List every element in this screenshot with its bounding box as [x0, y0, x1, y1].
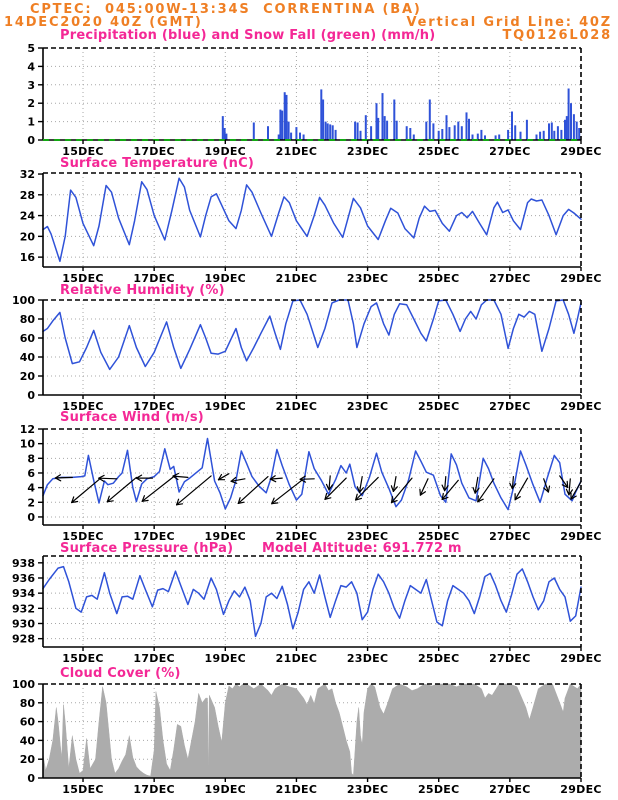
y-tick-label: 20	[19, 370, 35, 383]
precip-bar	[520, 132, 522, 140]
wind-arrow	[219, 474, 229, 480]
x-tick-label: 27DEC	[489, 400, 531, 413]
x-tick-label: 25DEC	[417, 272, 460, 285]
x-tick-label: 29DEC	[560, 530, 602, 543]
x-tick-label: 17DEC	[133, 145, 175, 158]
precip-bar	[429, 100, 431, 141]
x-tick-label: 21DEC	[275, 145, 318, 158]
x-tick-label: 17DEC	[133, 783, 175, 796]
x-tick-label: 17DEC	[133, 272, 175, 285]
header-run-time: 14DEC2020 40Z (GMT)	[4, 15, 203, 30]
precip-bar	[578, 128, 580, 140]
x-tick-label: 21DEC	[275, 652, 318, 665]
x-tick-label: 23DEC	[346, 272, 389, 285]
y-tick-label: 100	[12, 678, 35, 691]
temperature-line	[43, 178, 581, 261]
x-tick-label: 19DEC	[204, 145, 247, 158]
precip-bar	[329, 124, 331, 140]
precip-bar	[357, 123, 359, 141]
x-tick-label: 21DEC	[275, 272, 318, 285]
precip-bar	[570, 103, 572, 140]
precip-bar	[568, 89, 570, 141]
wind-arrow	[107, 477, 136, 501]
precip-bar	[454, 125, 456, 140]
x-tick-label: 29DEC	[560, 272, 602, 285]
x-tick-label: 19DEC	[204, 783, 247, 796]
wind-arrow	[391, 477, 397, 492]
precip-bar	[386, 121, 388, 140]
y-tick-label: 936	[12, 571, 35, 585]
y-tick-label: 20	[19, 753, 35, 767]
x-tick-label: 17DEC	[133, 400, 175, 413]
x-tick-label: 15DEC	[62, 530, 104, 543]
precip-bar	[441, 129, 443, 140]
panel-wind	[20, 423, 602, 543]
x-tick-label: 15DEC	[62, 272, 104, 285]
x-tick-label: 25DEC	[417, 145, 460, 158]
x-tick-label: 19DEC	[204, 530, 247, 543]
precip-bar	[290, 133, 292, 140]
precip-bar	[384, 116, 386, 140]
y-tick-label: 4	[27, 481, 35, 495]
y-tick-label: 32	[19, 168, 35, 182]
wind-arrow	[142, 477, 174, 502]
x-tick-label: 29DEC	[560, 145, 602, 158]
wind-arrow	[560, 476, 568, 488]
x-tick-label: 29DEC	[560, 652, 602, 665]
x-tick-label: 25DEC	[417, 652, 460, 665]
x-tick-label: 29DEC	[560, 783, 602, 796]
panel-title-cloud-cover: Cloud Cover (%)	[60, 666, 181, 681]
wind-arrow	[300, 476, 314, 482]
precip-bar	[284, 92, 286, 140]
x-tick-label: 27DEC	[489, 530, 531, 543]
precip-bar	[409, 128, 411, 140]
x-tick-label: 21DEC	[275, 530, 318, 543]
precip-bar	[225, 134, 227, 140]
precip-bar	[507, 130, 509, 140]
y-tick-label: 20	[19, 230, 35, 244]
wind-arrow	[515, 478, 528, 500]
precip-bar	[299, 133, 301, 140]
precip-bar	[332, 125, 334, 140]
y-tick-label: 932	[12, 602, 35, 616]
precip-bar	[548, 123, 550, 140]
precip-bar	[511, 112, 513, 141]
x-tick-label: 25DEC	[417, 400, 460, 413]
x-tick-label: 19DEC	[204, 272, 247, 285]
x-tick-label: 23DEC	[346, 400, 389, 413]
header-station-line: CPTEC: 045:00W-13:34S CORRENTINA (BA)	[30, 2, 422, 17]
precip-bar	[468, 119, 470, 140]
precip-bar	[553, 131, 555, 140]
y-tick-label: 930	[12, 617, 35, 631]
precip-bar	[457, 122, 459, 140]
y-tick-label: 934	[12, 587, 35, 601]
x-tick-label: 23DEC	[346, 145, 389, 158]
y-tick-label: 16	[19, 251, 35, 265]
precip-bar	[560, 130, 562, 140]
precip-bar	[576, 122, 578, 140]
precip-bar	[222, 116, 224, 140]
precip-bar	[406, 126, 408, 140]
precip-bar	[543, 131, 545, 140]
precip-bar	[288, 122, 290, 140]
panel-precipitation	[27, 42, 601, 158]
precip-bar	[295, 127, 297, 140]
precip-bar	[360, 131, 362, 140]
panel-cloud	[12, 678, 602, 796]
precip-bar	[281, 111, 283, 140]
x-tick-label: 23DEC	[346, 530, 389, 543]
x-tick-label: 21DEC	[275, 783, 318, 796]
panel-title-temperature: Surface Temperature (nC)	[60, 156, 255, 171]
precip-bar	[267, 126, 269, 140]
x-tick-label: 27DEC	[489, 145, 531, 158]
wind-arrow	[177, 476, 212, 505]
precip-bar	[526, 120, 528, 140]
y-tick-label: 100	[12, 294, 35, 307]
precip-bar	[448, 127, 450, 140]
precip-bar	[564, 120, 566, 140]
y-tick-label: 28	[19, 188, 35, 202]
precip-bar	[573, 114, 575, 140]
panel-title-pressure: Surface Pressure (hPa)	[60, 541, 234, 556]
y-tick-label: 1	[27, 115, 35, 129]
humidity-line	[43, 300, 581, 369]
y-tick-label: 12	[19, 423, 35, 436]
wind-arrow	[231, 477, 245, 483]
x-tick-label: 27DEC	[489, 783, 531, 796]
x-tick-label: 29DEC	[560, 400, 602, 413]
y-tick-label: 8	[27, 452, 35, 466]
x-tick-label: 25DEC	[417, 783, 460, 796]
precip-bar	[335, 130, 337, 140]
precip-bar	[480, 130, 482, 140]
y-tick-label: 5	[27, 42, 35, 55]
x-tick-label: 23DEC	[346, 783, 389, 796]
precip-bar	[393, 100, 395, 141]
y-tick-label: 2	[27, 496, 35, 510]
precip-bar	[322, 100, 324, 141]
x-tick-label: 15DEC	[62, 652, 104, 665]
wind-line	[43, 439, 581, 510]
x-tick-label: 25DEC	[417, 530, 460, 543]
y-tick-label: 10	[19, 437, 35, 451]
y-tick-label: 0	[27, 389, 35, 402]
wind-arrow	[55, 475, 72, 481]
x-tick-label: 19DEC	[204, 400, 247, 413]
header-model-tag: TQ0126L028	[502, 28, 612, 43]
precip-bar	[365, 115, 367, 140]
wind-arrow	[420, 479, 428, 495]
y-tick-label: 928	[12, 632, 35, 646]
x-tick-label: 23DEC	[346, 652, 389, 665]
precip-bar	[286, 95, 288, 140]
x-tick-label: 21DEC	[275, 400, 318, 413]
wind-arrow	[478, 479, 494, 502]
precip-bar	[224, 128, 226, 140]
y-tick-label: 24	[19, 209, 35, 223]
wind-arrow	[136, 475, 152, 481]
panel-title-humidity: Relative Humidity (%)	[60, 283, 225, 298]
precip-bar	[432, 123, 434, 140]
precip-bar	[382, 93, 384, 140]
x-tick-label: 27DEC	[489, 652, 531, 665]
panel-humidity	[12, 294, 602, 413]
wind-arrow	[356, 477, 379, 500]
precip-bar	[514, 125, 516, 140]
pressure-line	[43, 567, 581, 637]
x-tick-label: 17DEC	[133, 530, 175, 543]
y-tick-label: 4	[27, 60, 35, 74]
y-tick-label: 60	[19, 332, 35, 345]
y-tick-label: 60	[19, 715, 35, 729]
panel-subtitle-model-altitude: Model Altitude: 691.772 m	[262, 541, 462, 556]
y-tick-label: 40	[19, 351, 35, 364]
y-tick-label: 938	[12, 556, 35, 570]
y-tick-label: 2	[27, 97, 35, 111]
precip-bar	[377, 118, 379, 140]
y-tick-label: 0	[27, 134, 35, 147]
precip-bar	[446, 115, 448, 140]
wind-arrow	[99, 475, 117, 481]
header-vertical-grid-note: Vertical Grid Line: 40Z	[406, 15, 612, 30]
y-tick-label: 6	[27, 466, 35, 480]
precip-bar	[566, 116, 568, 140]
precip-bar	[303, 135, 305, 141]
y-tick-label: 0	[27, 510, 35, 524]
panel-title-precipitation: Precipitation (blue) and Snow Fall (green) (mm/h)	[60, 28, 436, 43]
precip-bar	[325, 122, 327, 140]
precip-bar	[438, 131, 440, 140]
precip-bar	[539, 132, 541, 140]
precip-bar	[279, 110, 281, 140]
panel-pressure	[12, 556, 602, 665]
precip-bar	[413, 135, 415, 141]
x-tick-label: 15DEC	[62, 145, 104, 158]
panel-title-wind: Surface Wind (m/s)	[60, 410, 204, 425]
cloud-area	[43, 684, 581, 778]
precip-bar	[253, 123, 255, 141]
wind-arrow	[357, 477, 363, 493]
precip-bar	[461, 126, 463, 140]
y-tick-label: 80	[19, 313, 35, 326]
y-tick-label: 0	[27, 772, 35, 785]
x-tick-label: 15DEC	[62, 783, 104, 796]
y-tick-label: 80	[19, 696, 35, 710]
precip-bar	[327, 123, 329, 140]
y-tick-label: 3	[27, 78, 35, 92]
precip-bar	[320, 89, 322, 140]
precip-bar	[557, 126, 559, 140]
precip-bar	[536, 135, 538, 141]
panel-temperature	[20, 168, 602, 285]
precip-bar	[370, 126, 372, 140]
x-tick-label: 19DEC	[204, 652, 247, 665]
precip-bar	[396, 121, 398, 140]
precip-bar	[466, 112, 468, 140]
y-tick-label: 40	[19, 734, 35, 748]
precip-bar	[425, 122, 427, 140]
x-tick-label: 27DEC	[489, 272, 531, 285]
precip-bar	[354, 122, 356, 140]
x-tick-label: 17DEC	[133, 652, 175, 665]
wind-arrow	[173, 474, 188, 480]
x-tick-label: 15DEC	[62, 400, 104, 413]
precip-bar	[551, 123, 553, 141]
